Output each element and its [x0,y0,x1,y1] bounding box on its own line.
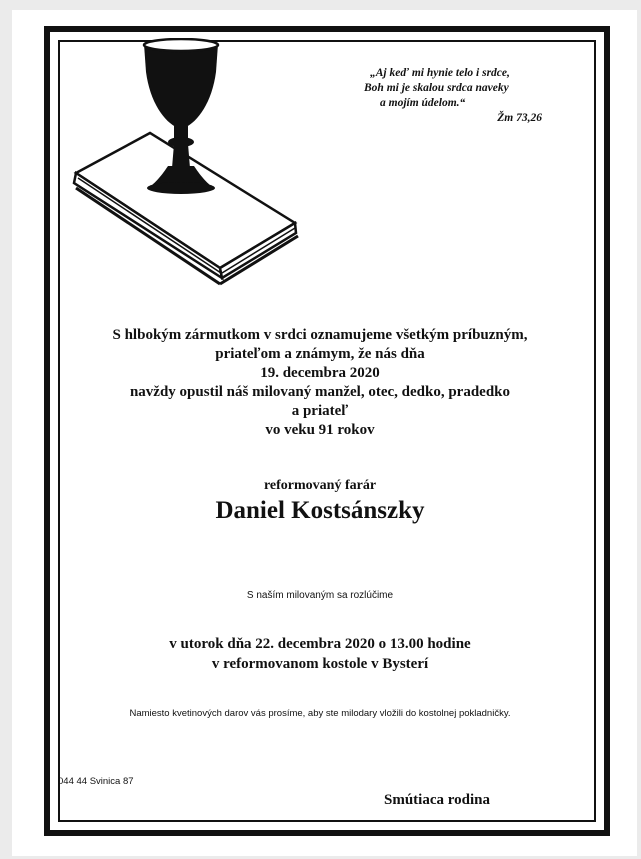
family-address: 044 44 Svinica 87 [58,776,134,787]
announcement-age: vo veku 91 rokov [265,422,375,438]
signature: Smútiaca rodina [384,792,490,808]
announcement-line: S hlbokým zármutkom v srdci oznamujeme všetkým príbuzným, [112,327,528,343]
announcement-line: a priateľ [291,403,349,419]
funeral-location: v reformovanom kostole v Bysterí [211,656,429,672]
funeral-details [40,634,600,674]
announcement-date: 19. decembra 2020 [260,365,380,381]
death-announcement [40,326,600,440]
funeral-date-time: v utorok dňa 22. decembra 2020 o 13.00 hodine [169,636,471,652]
donation-note: Namiesto kvetinových darov vás prosíme, aby ste milodary vložili do kostolnej pokladničky. [129,708,511,719]
bible-quote [340,66,560,126]
quote-line: „Aj keď mi hynie telo i srdce, [370,67,510,79]
announcement-line: priateľom a známym, že nás dňa [215,346,425,362]
quote-line: a mojím údelom.“ [380,97,466,109]
quote-line: Boh mi je skalou srdca naveky [364,82,509,94]
quote-reference: Žm 73,26 [497,112,542,124]
farewell-text: S naším milovaným sa rozlúčime [246,590,394,601]
deceased-title: reformovaný farár [263,478,377,493]
announcement-line: navždy opustil náš milovaný manžel, otec, dedko, pradedko [129,384,511,400]
chalice-and-bible-icon [70,38,300,298]
deceased-name: Daniel Kostsánszky [215,497,425,524]
